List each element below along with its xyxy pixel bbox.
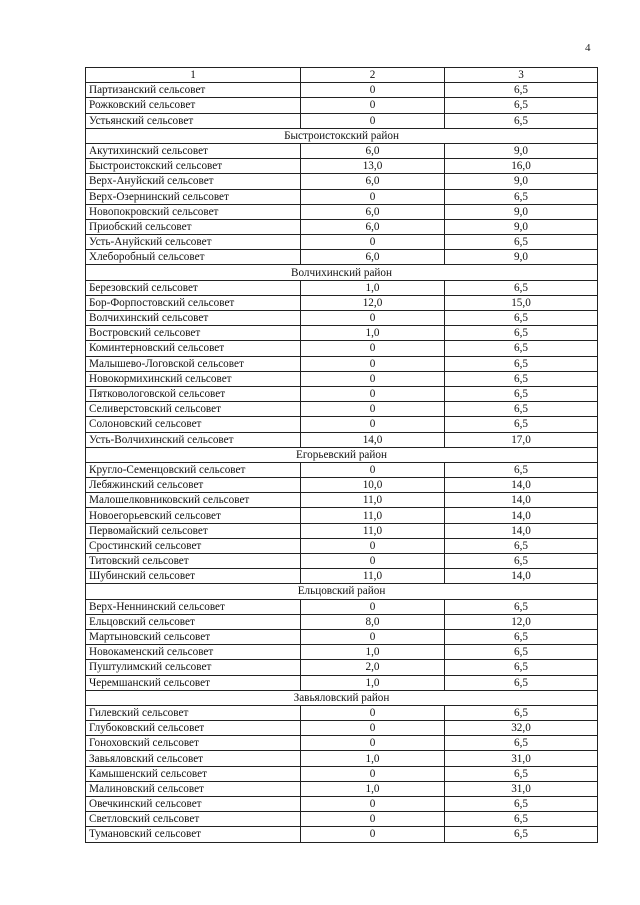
settlement-name-cell: Новокормихинский сельсовет (86, 371, 301, 386)
settlement-name-cell: Черемшанский сельсовет (86, 675, 301, 690)
settlement-name-cell: Глубоковский сельсовет (86, 721, 301, 736)
settlement-name-cell: Лебяжинский сельсовет (86, 478, 301, 493)
table-row (86, 113, 598, 128)
rate-value-cell: 0 (301, 356, 445, 371)
rate-value-cell: 6,0 (301, 250, 445, 265)
rate-value-cell: 6,5 (445, 705, 598, 720)
rates-table-body (86, 68, 598, 843)
table-row (86, 812, 598, 827)
rate-value-cell: 6,5 (445, 235, 598, 250)
rate-value-cell: 14,0 (445, 508, 598, 523)
rate-value-cell: 17,0 (445, 432, 598, 447)
table-row (86, 402, 598, 417)
district-name: Ельцовский район (86, 584, 598, 599)
settlement-name-cell: Малышево-Логовской сельсовет (86, 356, 301, 371)
settlement-name-cell: Тумановский сельсовет (86, 827, 301, 842)
rate-value-cell: 0 (301, 341, 445, 356)
rate-value-cell: 6,5 (445, 554, 598, 569)
rate-value-cell: 0 (301, 83, 445, 98)
rate-value-cell: 16,0 (445, 159, 598, 174)
rate-value-cell: 0 (301, 705, 445, 720)
rate-value-cell: 14,0 (445, 523, 598, 538)
rate-value-cell: 6,5 (445, 675, 598, 690)
rate-value-cell: 8,0 (301, 614, 445, 629)
rate-value-cell: 12,0 (445, 614, 598, 629)
rate-value-cell: 6,5 (445, 645, 598, 660)
rate-value-cell: 0 (301, 417, 445, 432)
table-row (86, 797, 598, 812)
rate-value-cell: 2,0 (301, 660, 445, 675)
settlement-name-cell: Устьянский сельсовет (86, 113, 301, 128)
district-header-row (86, 265, 598, 280)
table-row (86, 432, 598, 447)
rate-value-cell: 0 (301, 599, 445, 614)
page-number: 4 (585, 42, 591, 54)
settlement-name-cell: Акутихинский сельсовет (86, 143, 301, 158)
table-row (86, 538, 598, 553)
rate-value-cell: 6,5 (445, 341, 598, 356)
settlement-name-cell: Березовский сельсовет (86, 280, 301, 295)
rate-value-cell: 1,0 (301, 280, 445, 295)
settlement-name-cell: Волчихинский сельсовет (86, 311, 301, 326)
rate-value-cell: 6,5 (445, 371, 598, 386)
table-row (86, 143, 598, 158)
table-row (86, 599, 598, 614)
rate-value-cell: 6,5 (445, 660, 598, 675)
settlement-name-cell: Светловский сельсовет (86, 812, 301, 827)
rate-value-cell: 6,5 (445, 599, 598, 614)
settlement-name-cell: Пятковологовской сельсовет (86, 386, 301, 401)
district-name: Волчихинский район (86, 265, 598, 280)
district-header-row (86, 690, 598, 705)
table-row (86, 766, 598, 781)
table-row (86, 569, 598, 584)
rate-value-cell: 6,5 (445, 402, 598, 417)
rate-value-cell: 6,5 (445, 462, 598, 477)
table-row (86, 675, 598, 690)
table-row (86, 478, 598, 493)
rate-value-cell: 1,0 (301, 781, 445, 796)
settlement-name-cell: Новопокровский сельсовет (86, 204, 301, 219)
district-header-row (86, 447, 598, 462)
settlement-name-cell: Верх-Ануйский сельсовет (86, 174, 301, 189)
settlement-name-cell: Солоновский сельсовет (86, 417, 301, 432)
table-row (86, 159, 598, 174)
rate-value-cell: 32,0 (445, 721, 598, 736)
settlement-name-cell: Новокаменский сельсовет (86, 645, 301, 660)
settlement-name-cell: Партизанский сельсовет (86, 83, 301, 98)
rate-value-cell: 0 (301, 721, 445, 736)
settlement-name-cell: Приобский сельсовет (86, 219, 301, 234)
header-cell-3: 3 (445, 68, 598, 83)
rate-value-cell: 14,0 (445, 569, 598, 584)
rate-value-cell: 6,5 (445, 766, 598, 781)
table-row (86, 189, 598, 204)
table-row (86, 295, 598, 310)
settlement-name-cell: Первомайский сельсовет (86, 523, 301, 538)
settlement-name-cell: Овечкинский сельсовет (86, 797, 301, 812)
table-row (86, 493, 598, 508)
settlement-name-cell: Хлеборобный сельсовет (86, 250, 301, 265)
rate-value-cell: 11,0 (301, 523, 445, 538)
settlement-name-cell: Сростинский сельсовет (86, 538, 301, 553)
table-row (86, 660, 598, 675)
table-row (86, 311, 598, 326)
header-cell-1: 1 (86, 68, 301, 83)
rate-value-cell: 31,0 (445, 751, 598, 766)
rate-value-cell: 0 (301, 402, 445, 417)
settlement-name-cell: Быстроистокский сельсовет (86, 159, 301, 174)
rate-value-cell: 6,5 (445, 736, 598, 751)
rate-value-cell: 14,0 (445, 493, 598, 508)
table-row (86, 721, 598, 736)
rate-value-cell: 12,0 (301, 295, 445, 310)
table-row (86, 736, 598, 751)
rate-value-cell: 0 (301, 371, 445, 386)
rate-value-cell: 15,0 (445, 295, 598, 310)
rate-value-cell: 0 (301, 98, 445, 113)
district-name: Быстроистокский район (86, 128, 598, 143)
table-row (86, 174, 598, 189)
rate-value-cell: 6,5 (445, 386, 598, 401)
rate-value-cell: 6,5 (445, 629, 598, 644)
rate-value-cell: 11,0 (301, 569, 445, 584)
table-row (86, 83, 598, 98)
rate-value-cell: 6,5 (445, 797, 598, 812)
district-header-row (86, 128, 598, 143)
rate-value-cell: 0 (301, 827, 445, 842)
table-row (86, 356, 598, 371)
rate-value-cell: 0 (301, 538, 445, 553)
rate-value-cell: 0 (301, 629, 445, 644)
rate-value-cell: 6,5 (445, 326, 598, 341)
district-name: Егорьевский район (86, 447, 598, 462)
table-row (86, 386, 598, 401)
settlement-name-cell: Новоегорьевский сельсовет (86, 508, 301, 523)
table-header-row (86, 68, 598, 83)
table-row (86, 204, 598, 219)
table-row (86, 462, 598, 477)
table-row (86, 781, 598, 796)
settlement-name-cell: Гилевский сельсовет (86, 705, 301, 720)
settlement-name-cell: Завьяловский сельсовет (86, 751, 301, 766)
settlement-name-cell: Востровский сельсовет (86, 326, 301, 341)
rate-value-cell: 6,5 (445, 538, 598, 553)
rate-value-cell: 9,0 (445, 174, 598, 189)
district-name: Завьяловский район (86, 690, 598, 705)
settlement-name-cell: Верх-Озернинский сельсовет (86, 189, 301, 204)
rate-value-cell: 6,0 (301, 219, 445, 234)
table-row (86, 523, 598, 538)
table-row (86, 417, 598, 432)
table-row (86, 705, 598, 720)
rate-value-cell: 1,0 (301, 326, 445, 341)
settlement-name-cell: Усть-Волчихинский сельсовет (86, 432, 301, 447)
table-row (86, 98, 598, 113)
rate-value-cell: 0 (301, 113, 445, 128)
table-row (86, 280, 598, 295)
rate-value-cell: 10,0 (301, 478, 445, 493)
rate-value-cell: 6,5 (445, 280, 598, 295)
table-row (86, 250, 598, 265)
rate-value-cell: 6,5 (445, 83, 598, 98)
rate-value-cell: 6,5 (445, 113, 598, 128)
settlement-name-cell: Камышенский сельсовет (86, 766, 301, 781)
rate-value-cell: 0 (301, 797, 445, 812)
settlement-name-cell: Малошелковниковский сельсовет (86, 493, 301, 508)
rate-value-cell: 0 (301, 189, 445, 204)
rate-value-cell: 0 (301, 554, 445, 569)
settlement-name-cell: Рожковский сельсовет (86, 98, 301, 113)
rate-value-cell: 1,0 (301, 645, 445, 660)
table-row (86, 629, 598, 644)
settlement-name-cell: Малиновский сельсовет (86, 781, 301, 796)
settlement-name-cell: Селиверстовский сельсовет (86, 402, 301, 417)
rate-value-cell: 6,5 (445, 417, 598, 432)
rate-value-cell: 6,5 (445, 812, 598, 827)
district-header-row (86, 584, 598, 599)
table-row (86, 326, 598, 341)
table-row (86, 645, 598, 660)
rate-value-cell: 9,0 (445, 219, 598, 234)
rate-value-cell: 14,0 (301, 432, 445, 447)
rate-value-cell: 9,0 (445, 204, 598, 219)
header-cell-2: 2 (301, 68, 445, 83)
settlement-name-cell: Мартыновский сельсовет (86, 629, 301, 644)
rate-value-cell: 11,0 (301, 508, 445, 523)
rate-value-cell: 6,5 (445, 98, 598, 113)
settlement-name-cell: Усть-Ануйский сельсовет (86, 235, 301, 250)
rate-value-cell: 6,5 (445, 827, 598, 842)
settlement-name-cell: Пуштулимский сельсовет (86, 660, 301, 675)
table-row (86, 614, 598, 629)
settlement-name-cell: Кругло-Семенцовский сельсовет (86, 462, 301, 477)
rate-value-cell: 1,0 (301, 675, 445, 690)
rate-value-cell: 6,0 (301, 143, 445, 158)
rates-table (85, 67, 598, 843)
table-row (86, 751, 598, 766)
rate-value-cell: 0 (301, 766, 445, 781)
rate-value-cell: 1,0 (301, 751, 445, 766)
settlement-name-cell: Ельцовский сельсовет (86, 614, 301, 629)
rate-value-cell: 0 (301, 235, 445, 250)
rate-value-cell: 0 (301, 812, 445, 827)
settlement-name-cell: Коминтерновский сельсовет (86, 341, 301, 356)
table-row (86, 371, 598, 386)
rate-value-cell: 0 (301, 311, 445, 326)
table-row (86, 341, 598, 356)
table-row (86, 235, 598, 250)
rate-value-cell: 0 (301, 736, 445, 751)
settlement-name-cell: Титовский сельсовет (86, 554, 301, 569)
rate-value-cell: 31,0 (445, 781, 598, 796)
rate-value-cell: 9,0 (445, 143, 598, 158)
rate-value-cell: 11,0 (301, 493, 445, 508)
rate-value-cell: 13,0 (301, 159, 445, 174)
table-row (86, 219, 598, 234)
rate-value-cell: 6,0 (301, 204, 445, 219)
rate-value-cell: 0 (301, 386, 445, 401)
settlement-name-cell: Шубинский сельсовет (86, 569, 301, 584)
settlement-name-cell: Верх-Неннинский сельсовет (86, 599, 301, 614)
settlement-name-cell: Гоноховский сельсовет (86, 736, 301, 751)
rate-value-cell: 6,5 (445, 189, 598, 204)
rate-value-cell: 14,0 (445, 478, 598, 493)
settlement-name-cell: Бор-Форпостовский сельсовет (86, 295, 301, 310)
rate-value-cell: 0 (301, 462, 445, 477)
table-row (86, 554, 598, 569)
table-row (86, 827, 598, 842)
rate-value-cell: 9,0 (445, 250, 598, 265)
rate-value-cell: 6,5 (445, 356, 598, 371)
rate-value-cell: 6,0 (301, 174, 445, 189)
rate-value-cell: 6,5 (445, 311, 598, 326)
table-row (86, 508, 598, 523)
